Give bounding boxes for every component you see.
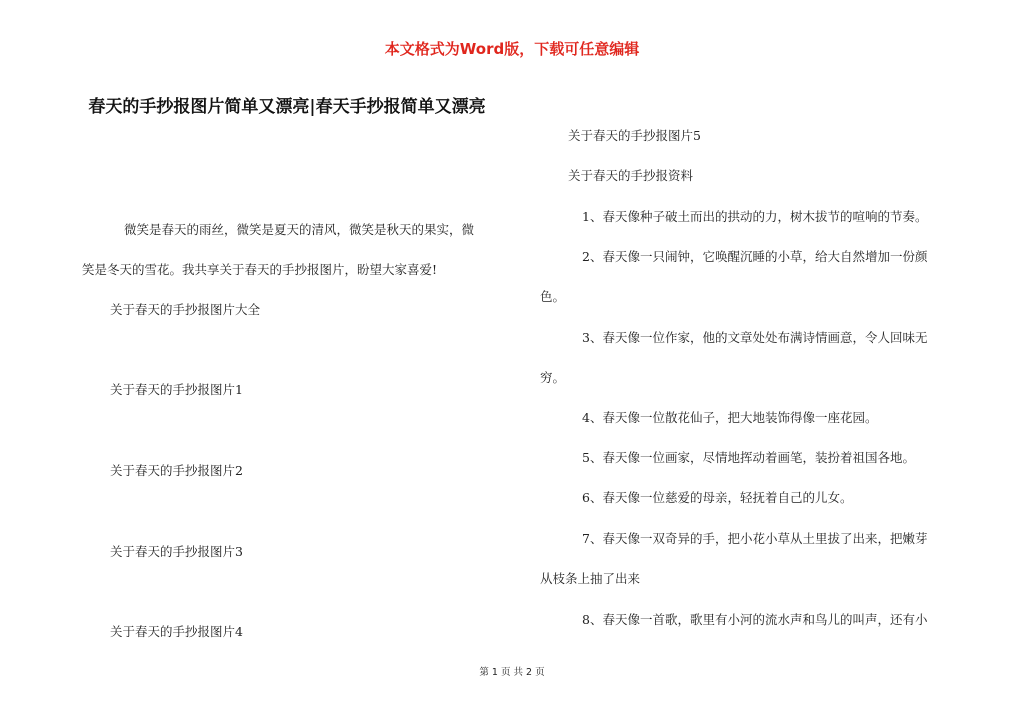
list-item-7-line-2: 从枝条上抽了出来	[540, 571, 641, 586]
list-item-7-line-1: 7、春天像一双奇异的手，把小花小草从土里拔了出来，把嫩芽	[582, 531, 928, 546]
list-item-2-line-1: 2、春天像一只闹钟，它唤醒沉睡的小草，给大自然增加一份颜	[582, 249, 928, 264]
heading-picture-1: 关于春天的手抄报图片1	[110, 382, 243, 397]
list-item-6: 6、春天像一位慈爱的母亲，轻抚着自己的儿女。	[582, 490, 853, 505]
intro-paragraph-line-2: 笑是冬天的雪花。我共享关于春天的手抄报图片，盼望大家喜爱!	[82, 262, 438, 277]
right-heading-picture-5: 关于春天的手抄报图片5	[568, 128, 701, 143]
list-item-1: 1、春天像种子破土而出的拱动的力，树木拔节的喧响的节奏。	[582, 209, 928, 224]
list-item-3-line-2: 穷。	[540, 370, 566, 385]
heading-picture-2: 关于春天的手抄报图片2	[110, 463, 243, 478]
list-item-3-line-1: 3、春天像一位作家，他的文章处处布满诗情画意，令人回味无	[582, 330, 928, 345]
page-footer: 第 1 页 共 2 页	[479, 667, 545, 678]
intro-paragraph-line-1: 微笑是春天的雨丝，微笑是夏天的清风，微笑是秋天的果实，微	[124, 222, 475, 237]
right-heading-materials: 关于春天的手抄报资料	[568, 168, 694, 183]
heading-collection: 关于春天的手抄报图片大全	[110, 302, 261, 317]
list-item-8-line-1: 8、春天像一首歌，歌里有小河的流水声和鸟儿的叫声，还有小	[582, 612, 928, 627]
list-item-2-line-2: 色。	[540, 289, 566, 304]
list-item-4: 4、春天像一位散花仙子，把大地装饰得像一座花园。	[582, 410, 878, 425]
heading-picture-4: 关于春天的手抄报图片4	[110, 624, 243, 639]
page-title: 春天的手抄报图片简单又漂亮|春天手抄报简单又漂亮	[88, 97, 486, 117]
heading-picture-3: 关于春天的手抄报图片3	[110, 544, 243, 559]
word-banner: 本文格式为Word版，下载可任意编辑	[384, 40, 640, 58]
list-item-5: 5、春天像一位画家，尽情地挥动着画笔，装扮着祖国各地。	[582, 450, 915, 465]
